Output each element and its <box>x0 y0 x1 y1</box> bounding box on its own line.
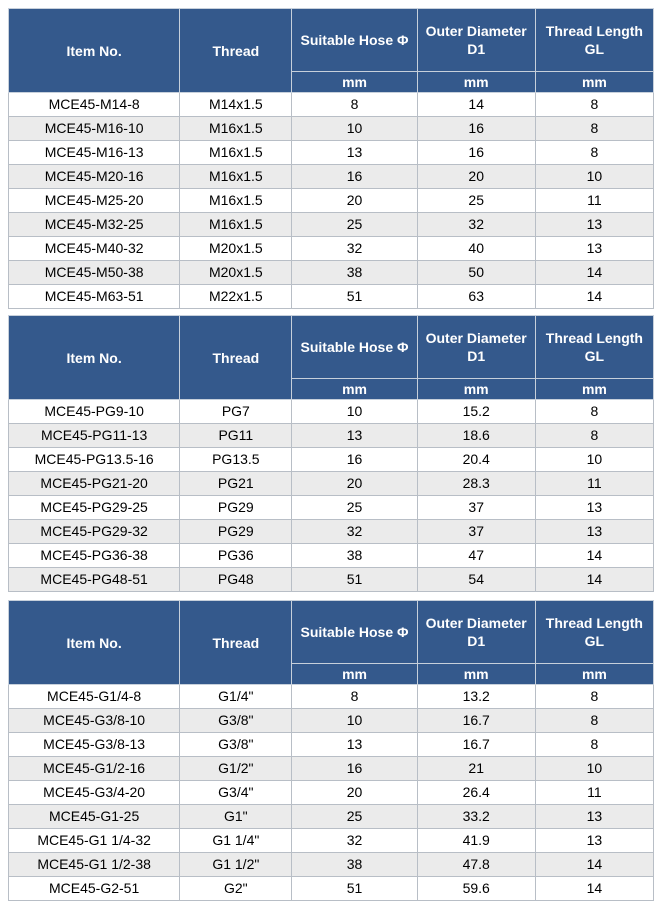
thread-length-cell: 13 <box>535 829 653 853</box>
header-unit-outer-diameter: mm <box>417 72 535 93</box>
hose-diameter-cell: 8 <box>292 93 417 117</box>
table-row <box>9 709 654 733</box>
outer-diameter-cell: 47.8 <box>417 853 535 877</box>
hose-diameter-cell: 8 <box>292 685 417 709</box>
hose-diameter-cell: 16 <box>292 448 417 472</box>
thread-length-cell: 8 <box>535 733 653 757</box>
table-row <box>9 544 654 568</box>
item-no-cell: MCE45-M50-38 <box>9 261 180 285</box>
item-no-cell: MCE45-G1 1/2-38 <box>9 853 180 877</box>
outer-diameter-cell: 20.4 <box>417 448 535 472</box>
thread-length-cell: 13 <box>535 805 653 829</box>
hose-diameter-cell: 10 <box>292 400 417 424</box>
header-unit-thread-length: mm <box>535 664 653 685</box>
outer-diameter-cell: 16.7 <box>417 709 535 733</box>
header-thread: Thread <box>180 316 292 400</box>
spec-table-3 <box>8 600 654 901</box>
thread-length-cell: 14 <box>535 544 653 568</box>
header-thread: Thread <box>180 601 292 685</box>
outer-diameter-cell: 16.7 <box>417 733 535 757</box>
outer-diameter-cell: 41.9 <box>417 829 535 853</box>
thread-cell: PG13.5 <box>180 448 292 472</box>
thread-length-cell: 13 <box>535 213 653 237</box>
thread-cell: G1/4" <box>180 685 292 709</box>
table-row <box>9 757 654 781</box>
table-row <box>9 733 654 757</box>
thread-length-cell: 13 <box>535 520 653 544</box>
outer-diameter-cell: 50 <box>417 261 535 285</box>
table-row <box>9 424 654 448</box>
item-no-cell: MCE45-G3/4-20 <box>9 781 180 805</box>
item-no-cell: MCE45-G1/4-8 <box>9 685 180 709</box>
outer-diameter-cell: 28.3 <box>417 472 535 496</box>
thread-cell: G3/4" <box>180 781 292 805</box>
hose-diameter-cell: 32 <box>292 829 417 853</box>
table-row <box>9 853 654 877</box>
item-no-cell: MCE45-PG13.5-16 <box>9 448 180 472</box>
thread-length-cell: 14 <box>535 285 653 309</box>
item-no-cell: MCE45-M14-8 <box>9 93 180 117</box>
thread-cell: G1" <box>180 805 292 829</box>
outer-diameter-cell: 25 <box>417 189 535 213</box>
header-hose: Suitable Hose Φ <box>292 601 417 664</box>
table-row <box>9 285 654 309</box>
item-no-cell: MCE45-G1/2-16 <box>9 757 180 781</box>
outer-diameter-cell: 20 <box>417 165 535 189</box>
outer-diameter-cell: 54 <box>417 568 535 592</box>
hose-diameter-cell: 10 <box>292 117 417 141</box>
thread-cell: G3/8" <box>180 709 292 733</box>
hose-diameter-cell: 32 <box>292 520 417 544</box>
thread-cell: PG7 <box>180 400 292 424</box>
hose-diameter-cell: 13 <box>292 733 417 757</box>
header-unit-hose: mm <box>292 72 417 93</box>
thread-length-cell: 13 <box>535 496 653 520</box>
thread-cell: PG36 <box>180 544 292 568</box>
header-thread-length: Thread Length GL <box>535 9 653 72</box>
outer-diameter-cell: 18.6 <box>417 424 535 448</box>
outer-diameter-cell: 63 <box>417 285 535 309</box>
outer-diameter-cell: 47 <box>417 544 535 568</box>
thread-length-cell: 8 <box>535 709 653 733</box>
outer-diameter-cell: 16 <box>417 141 535 165</box>
item-no-cell: MCE45-PG29-32 <box>9 520 180 544</box>
hose-diameter-cell: 32 <box>292 237 417 261</box>
thread-length-cell: 8 <box>535 141 653 165</box>
thread-cell: PG29 <box>180 496 292 520</box>
hose-diameter-cell: 51 <box>292 285 417 309</box>
item-no-cell: MCE45-PG36-38 <box>9 544 180 568</box>
item-no-cell: MCE45-M40-32 <box>9 237 180 261</box>
thread-cell: G3/8" <box>180 733 292 757</box>
item-no-cell: MCE45-G1 1/4-32 <box>9 829 180 853</box>
outer-diameter-cell: 14 <box>417 93 535 117</box>
header-hose: Suitable Hose Φ <box>292 316 417 379</box>
thread-length-cell: 11 <box>535 472 653 496</box>
header-hose: Suitable Hose Φ <box>292 9 417 72</box>
thread-length-cell: 11 <box>535 189 653 213</box>
outer-diameter-cell: 13.2 <box>417 685 535 709</box>
item-no-cell: MCE45-PG11-13 <box>9 424 180 448</box>
outer-diameter-cell: 59.6 <box>417 877 535 901</box>
table-row <box>9 400 654 424</box>
table-row <box>9 261 654 285</box>
thread-cell: M14x1.5 <box>180 93 292 117</box>
header-outer-diameter: Outer Diameter D1 <box>417 9 535 72</box>
table-row <box>9 141 654 165</box>
thread-cell: M16x1.5 <box>180 213 292 237</box>
thread-length-cell: 10 <box>535 757 653 781</box>
outer-diameter-cell: 33.2 <box>417 805 535 829</box>
item-no-cell: MCE45-G3/8-10 <box>9 709 180 733</box>
item-no-cell: MCE45-PG29-25 <box>9 496 180 520</box>
outer-diameter-cell: 21 <box>417 757 535 781</box>
table-row <box>9 448 654 472</box>
header-unit-thread-length: mm <box>535 72 653 93</box>
item-no-cell: MCE45-PG48-51 <box>9 568 180 592</box>
table-row <box>9 189 654 213</box>
item-no-cell: MCE45-G1-25 <box>9 805 180 829</box>
header-thread-length: Thread Length GL <box>535 316 653 379</box>
hose-diameter-cell: 20 <box>292 189 417 213</box>
header-unit-hose: mm <box>292 379 417 400</box>
thread-cell: M20x1.5 <box>180 261 292 285</box>
hose-diameter-cell: 13 <box>292 424 417 448</box>
spec-table-1 <box>8 8 654 309</box>
thread-length-cell: 8 <box>535 400 653 424</box>
item-no-cell: MCE45-M16-10 <box>9 117 180 141</box>
outer-diameter-cell: 37 <box>417 496 535 520</box>
thread-length-cell: 8 <box>535 93 653 117</box>
table-row <box>9 685 654 709</box>
outer-diameter-cell: 40 <box>417 237 535 261</box>
table-row <box>9 496 654 520</box>
table-row <box>9 805 654 829</box>
item-no-cell: MCE45-M32-25 <box>9 213 180 237</box>
thread-length-cell: 11 <box>535 781 653 805</box>
table-row <box>9 781 654 805</box>
thread-length-cell: 13 <box>535 237 653 261</box>
thread-length-cell: 8 <box>535 685 653 709</box>
thread-cell: PG21 <box>180 472 292 496</box>
thread-cell: M16x1.5 <box>180 165 292 189</box>
thread-length-cell: 10 <box>535 165 653 189</box>
header-thread-length: Thread Length GL <box>535 601 653 664</box>
spec-table-2 <box>8 315 654 592</box>
thread-length-cell: 14 <box>535 853 653 877</box>
header-outer-diameter: Outer Diameter D1 <box>417 316 535 379</box>
item-no-cell: MCE45-G2-51 <box>9 877 180 901</box>
table-row <box>9 213 654 237</box>
item-no-cell: MCE45-M20-16 <box>9 165 180 189</box>
thread-cell: G1 1/4" <box>180 829 292 853</box>
outer-diameter-cell: 32 <box>417 213 535 237</box>
header-item-no: Item No. <box>9 9 180 93</box>
hose-diameter-cell: 38 <box>292 544 417 568</box>
hose-diameter-cell: 25 <box>292 213 417 237</box>
item-no-cell: MCE45-PG9-10 <box>9 400 180 424</box>
thread-length-cell: 14 <box>535 568 653 592</box>
outer-diameter-cell: 26.4 <box>417 781 535 805</box>
outer-diameter-cell: 15.2 <box>417 400 535 424</box>
outer-diameter-cell: 16 <box>417 117 535 141</box>
hose-diameter-cell: 51 <box>292 568 417 592</box>
thread-cell: M16x1.5 <box>180 117 292 141</box>
item-no-cell: MCE45-M25-20 <box>9 189 180 213</box>
hose-diameter-cell: 16 <box>292 757 417 781</box>
hose-diameter-cell: 38 <box>292 853 417 877</box>
table-row <box>9 237 654 261</box>
table-row <box>9 568 654 592</box>
table-row <box>9 165 654 189</box>
header-unit-thread-length: mm <box>535 379 653 400</box>
thread-length-cell: 10 <box>535 448 653 472</box>
header-unit-hose: mm <box>292 664 417 685</box>
thread-cell: M20x1.5 <box>180 237 292 261</box>
hose-diameter-cell: 25 <box>292 496 417 520</box>
hose-diameter-cell: 16 <box>292 165 417 189</box>
thread-length-cell: 14 <box>535 261 653 285</box>
item-no-cell: MCE45-G3/8-13 <box>9 733 180 757</box>
hose-diameter-cell: 51 <box>292 877 417 901</box>
thread-length-cell: 14 <box>535 877 653 901</box>
header-unit-outer-diameter: mm <box>417 379 535 400</box>
thread-cell: PG48 <box>180 568 292 592</box>
thread-cell: M16x1.5 <box>180 141 292 165</box>
thread-cell: M16x1.5 <box>180 189 292 213</box>
thread-length-cell: 8 <box>535 117 653 141</box>
header-outer-diameter: Outer Diameter D1 <box>417 601 535 664</box>
table-row <box>9 472 654 496</box>
thread-cell: G1 1/2" <box>180 853 292 877</box>
table-row <box>9 117 654 141</box>
outer-diameter-cell: 37 <box>417 520 535 544</box>
thread-cell: M22x1.5 <box>180 285 292 309</box>
thread-cell: PG11 <box>180 424 292 448</box>
table-row <box>9 877 654 901</box>
item-no-cell: MCE45-M63-51 <box>9 285 180 309</box>
table-row <box>9 829 654 853</box>
header-item-no: Item No. <box>9 316 180 400</box>
item-no-cell: MCE45-M16-13 <box>9 141 180 165</box>
table-row <box>9 93 654 117</box>
hose-diameter-cell: 10 <box>292 709 417 733</box>
item-no-cell: MCE45-PG21-20 <box>9 472 180 496</box>
thread-cell: PG29 <box>180 520 292 544</box>
thread-cell: G1/2" <box>180 757 292 781</box>
header-item-no: Item No. <box>9 601 180 685</box>
thread-cell: G2" <box>180 877 292 901</box>
thread-length-cell: 8 <box>535 424 653 448</box>
table-row <box>9 520 654 544</box>
hose-diameter-cell: 20 <box>292 472 417 496</box>
header-unit-outer-diameter: mm <box>417 664 535 685</box>
header-thread: Thread <box>180 9 292 93</box>
hose-diameter-cell: 25 <box>292 805 417 829</box>
hose-diameter-cell: 20 <box>292 781 417 805</box>
hose-diameter-cell: 13 <box>292 141 417 165</box>
hose-diameter-cell: 38 <box>292 261 417 285</box>
